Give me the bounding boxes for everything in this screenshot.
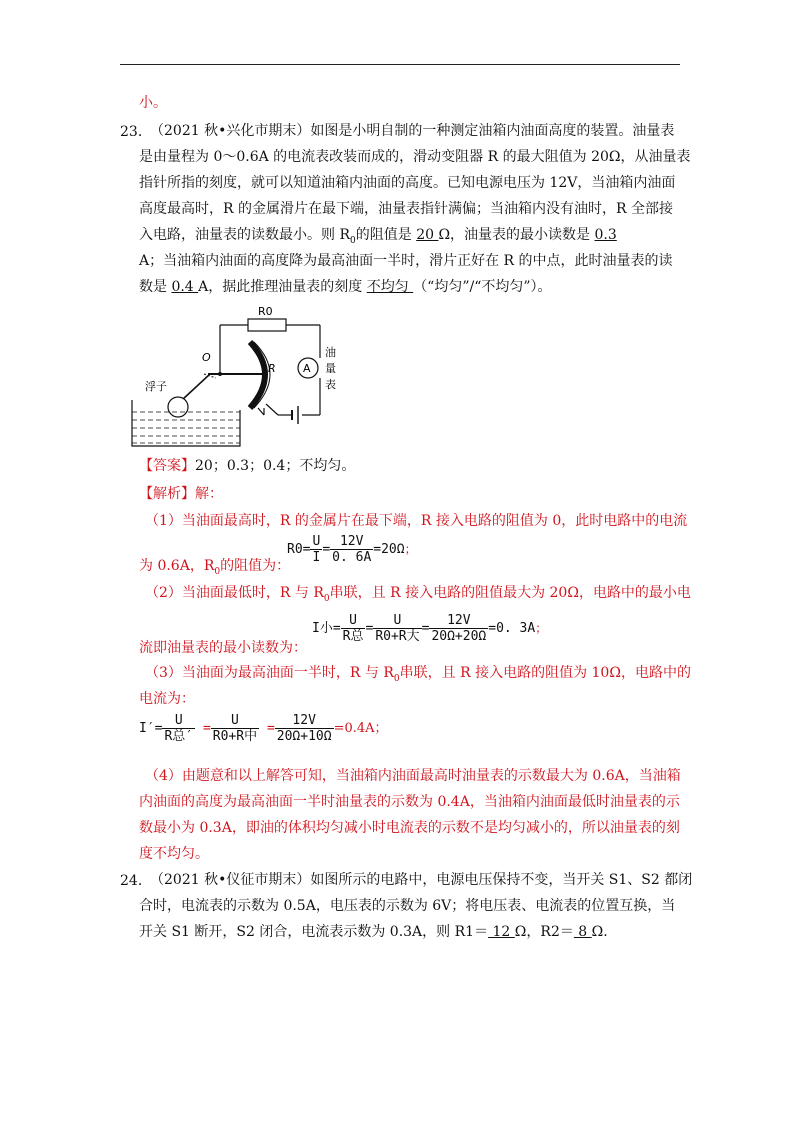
numerator: U [373, 613, 421, 629]
numerator: 12V [275, 713, 334, 729]
q24-line-1: （2021 秋•仪征市期末）如图所示的电路中，电源电压保持不变，当开关 S1、S2 都闭 [150, 872, 693, 888]
analysis-text: 串联，且 R 接入电路的阻值最大为 20Ω，电路中的最小电 [329, 585, 691, 601]
q24-line-3 [139, 922, 608, 942]
header-rule [120, 64, 680, 65]
fraction [211, 713, 259, 744]
formula-half-current: I′= $\frac{U}{\text{R总′}}$ = $\frac{U}{\text{R0+R中}}$ = $\frac{12V}{20\Omega+10\Omega}$ =0.4A； [139, 713, 388, 744]
fraction [310, 534, 322, 565]
numerator: U [162, 713, 195, 729]
denominator: 20Ω+10Ω [276, 729, 332, 744]
formula-text: = [322, 542, 331, 557]
q23-text: A，据此推理油量表的刻度 [198, 279, 367, 295]
formula-text: I小= [312, 621, 341, 636]
formula-text: R0= [287, 542, 311, 557]
denominator: 20Ω+20Ω [431, 629, 487, 644]
subscript: 0 [350, 235, 356, 246]
analysis-p4-line-2: 内油面的高度为最高油面一半时油量表的示数为 0.4A，当油箱内油面最低时油量表的示 [139, 794, 680, 810]
q24-line-2: 合时，电流表的示数为 0.5A，电压表的示数为 6V；将电压表、电流表的位置互换，当 [139, 898, 676, 914]
resistor-r-label: R [268, 362, 276, 375]
analysis-p3-line-2: 电流为： [139, 691, 195, 707]
denominator: R总 [342, 629, 364, 644]
formula-text: =0. 3A [488, 621, 536, 636]
fraction [275, 713, 334, 744]
analysis-p2-line-2: 流即油量表的最小读数为： [139, 640, 307, 656]
subscript: 0 [393, 673, 400, 684]
analysis-p4-line-4: 度不均匀。 [139, 846, 209, 862]
formula-text: =20Ω [373, 542, 405, 557]
fraction [373, 613, 421, 644]
meter-text-2: 量 [325, 362, 336, 375]
q23-line-2: 是由量程为 0～0.6A 的电流表改装而成的，滑动变阻器 R 的最大阻值为 20Ω，从油量表 [139, 149, 691, 165]
analysis-p1-line-1: （1）当油面最高时，R 的金属片在最下端，R 接入电路的阻值为 0，此时电路中的电流 [145, 513, 688, 529]
analysis-p4-line-3: 数最小为 0.3A，即油的体积均匀减小时电流表的示数不是均匀减小的，所以油量表的刻 [139, 820, 680, 836]
r0-resistor [248, 319, 286, 331]
q23-text: Ω，油量表的最小读数是 [438, 227, 595, 243]
ammeter-label: A [303, 362, 311, 375]
q23-answer-blank-2: 0.3 [594, 227, 617, 243]
answer-text: 20；0.3；0.4；不均匀。 [195, 458, 356, 474]
formula-min-current: I小= $\frac{U}{\text{R总}}$ = $\frac{U}{\text{R0+R大}}$ = $\frac{12V}{20\Omega+20\Omega}$ =0. 3A； [312, 613, 548, 644]
analysis-text: 串联，且 R 接入电路的阻值为 10Ω，电路中的 [399, 665, 691, 681]
q24-text: Ω，R2＝ [514, 924, 574, 940]
prev-answer-tail: 小。 [139, 95, 167, 111]
analysis-p3-line-1 [145, 663, 691, 689]
numerator: 12V [429, 613, 488, 629]
formula-r0 [287, 534, 417, 565]
q23-line-7 [139, 277, 552, 297]
question-24-number: 24． [120, 873, 152, 889]
answer-line [139, 456, 355, 476]
formula-text: I′= [139, 721, 163, 736]
r0-label: R0 [258, 305, 273, 318]
q23-text: 数是 [139, 279, 172, 295]
subscript: 0 [323, 593, 330, 604]
q23-answer-blank-3: 0.4 [171, 279, 199, 295]
formula-text: ； [535, 621, 548, 635]
fraction [429, 613, 488, 644]
q23-line-6: A；当油箱内油面的高度降为最高油面一半时，滑片正好在 R 的中点，此时油量表的读 [139, 253, 673, 269]
numerator: U [211, 713, 259, 729]
denominator: R总′ [164, 729, 194, 744]
analysis-text: （3）当油面为最高油面一半时，R 与 R [145, 665, 394, 681]
float [168, 397, 188, 417]
denominator: 0. 6A [332, 550, 372, 565]
q24-answer-blank-1: 12 [488, 924, 515, 940]
pivot-o-label: O [202, 351, 211, 364]
analysis-p2-line-1 [145, 583, 691, 609]
q23-answer-blank-4: 不均匀 [366, 279, 414, 295]
q23-answer-blank-1: 20 [416, 227, 439, 243]
q23-line-3: 指针所指的刻度，就可以知道油箱内油面的高度。已知电源电压为 12V，当油箱内油面 [139, 175, 676, 191]
analysis-tag: 【解析】 [139, 486, 195, 502]
q24-answer-blank-2: 8 [573, 924, 592, 940]
q23-line-4: 高度最高时，R 的金属滑片在最下端，油量表指针满偏；当油箱内没有油时，R 全部接 [139, 201, 673, 217]
numerator: U [341, 613, 366, 629]
denominator: R0+R大 [375, 629, 420, 644]
analysis-text: （2）当油面最低时，R 与 R [145, 585, 324, 601]
formula-text: ； [404, 542, 417, 556]
switch-blade [266, 404, 278, 415]
numerator: 12V [330, 534, 373, 550]
denominator: I [312, 550, 321, 565]
float-label: 浮子 [145, 380, 167, 393]
formula-text: =0.4A； [333, 721, 388, 736]
analysis-intro: 解： [195, 486, 223, 502]
meter-text-3: 表 [325, 378, 336, 391]
fraction [162, 713, 195, 744]
analysis-header [139, 484, 223, 504]
fraction [330, 534, 373, 565]
q23-line-5 [139, 225, 617, 251]
answer-tag: 【答案】 [139, 458, 195, 474]
oil-gauge-circuit-diagram [130, 300, 360, 450]
q23-text: 的阻值是 [355, 227, 417, 243]
q24-text: Ω. [591, 924, 608, 940]
analysis-text: 为 0.6A，R [139, 558, 215, 574]
analysis-p4-line-1: （4）由题意和以上解答可知，当油箱内油面最高时油量表的示数最大为 0.6A，当油箱 [145, 768, 681, 784]
subscript: 0 [214, 566, 221, 577]
denominator: R0+R中 [212, 729, 258, 744]
numerator: U [312, 534, 321, 549]
q24-text: 开关 S1 断开，S2 闭合，电流表示数为 0.3A，则 R1＝ [139, 924, 489, 940]
q23-line-1: （2021 秋•兴化市期末）如图是小明自制的一种测定油箱内油面高度的装置。油量表 [150, 123, 675, 139]
meter-text-1: 油 [325, 346, 336, 359]
analysis-text: 的阻值为： [220, 558, 291, 574]
fraction [341, 613, 366, 644]
analysis-p1-line-2 [139, 556, 290, 582]
q23-text: （“均匀”/“不均匀”）。 [413, 279, 552, 295]
q23-text: 入电路，油量表的读数最小。则 R [139, 227, 350, 243]
question-23-number: 23． [120, 124, 152, 140]
